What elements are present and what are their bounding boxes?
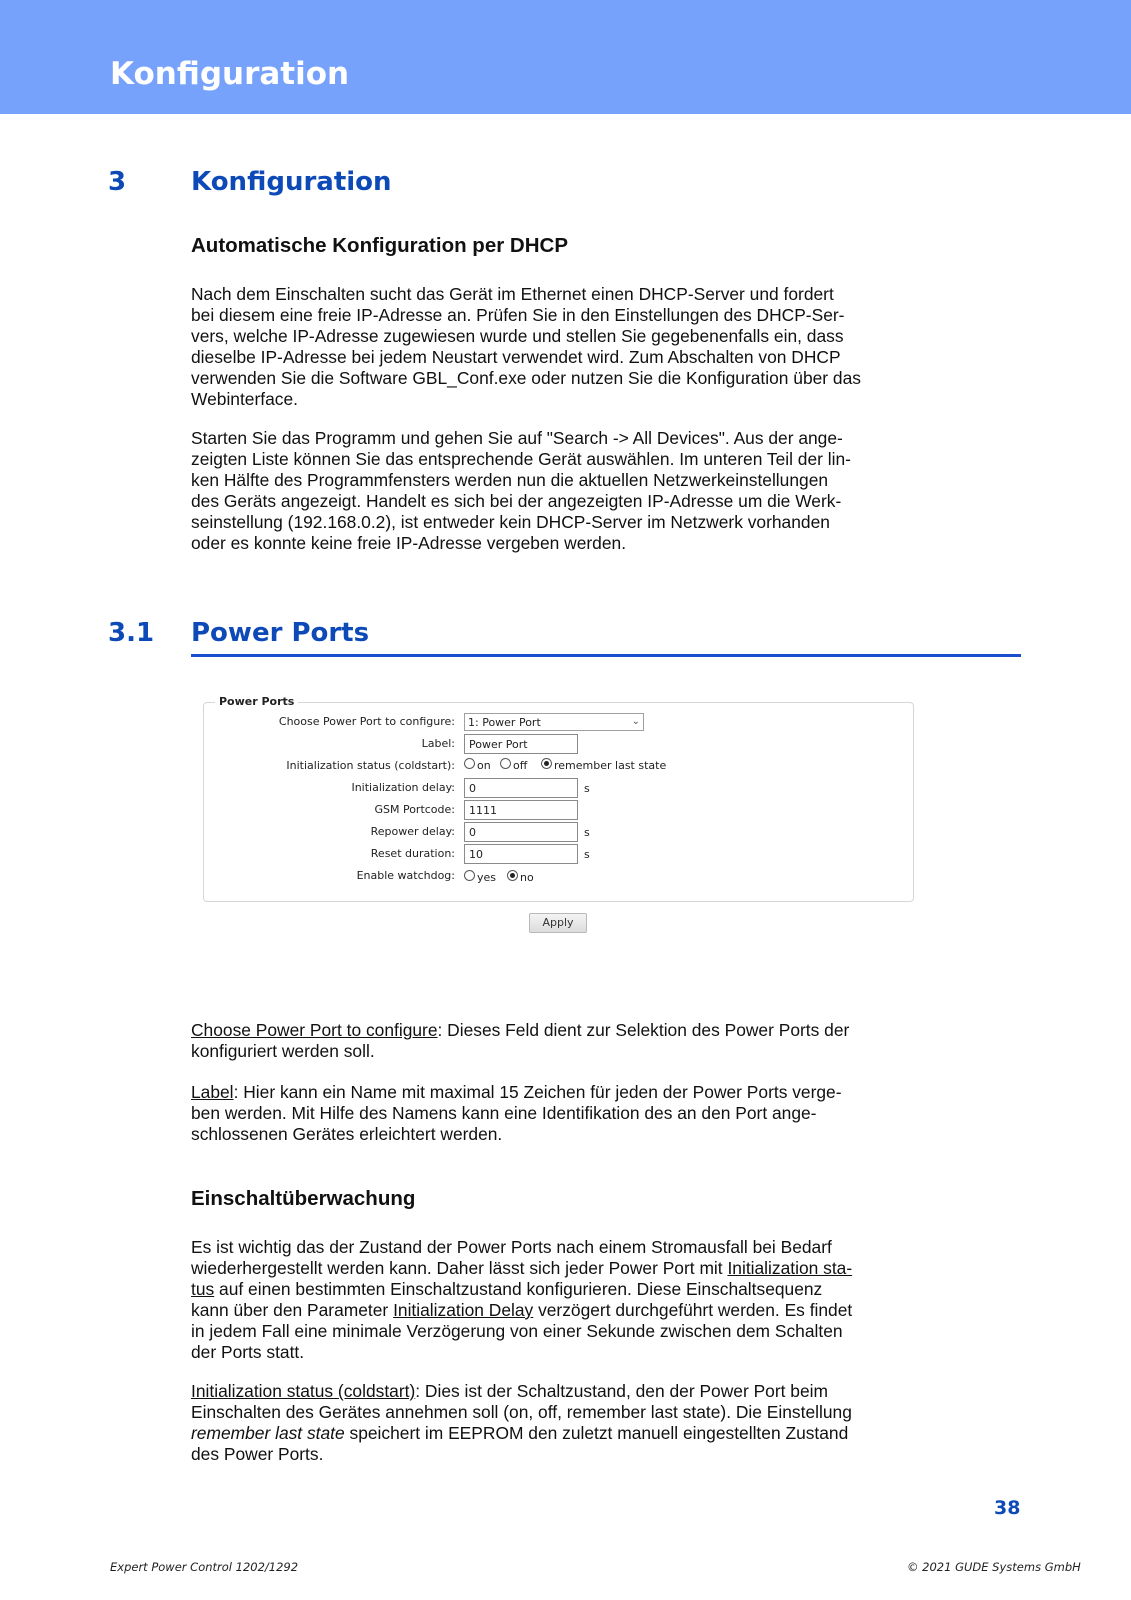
init-delay-label: Initialization delay: <box>351 781 455 794</box>
choose-port-label: Choose Power Port to configure: <box>278 715 455 728</box>
text-line: konfiguriert werden soll. <box>191 1041 375 1061</box>
text-line: Einschalten des Gerätes annehmen soll (on, off, remember last state). Die Einstellung <box>191 1402 852 1422</box>
init-status-off-label: off <box>513 759 528 772</box>
init-delay-row <box>204 779 913 799</box>
text-line: kann über den Parameter <box>191 1300 394 1320</box>
repower-label: Repower delay: <box>370 825 455 838</box>
text-line: : Dieses Feld dient zur Selektion des Power Ports der <box>437 1020 850 1040</box>
text-line: des Power Ports. <box>191 1444 324 1464</box>
einschalt-paragraph-2 <box>191 1381 931 1465</box>
chevron-down-icon: ⌄ <box>631 716 640 727</box>
einschalt-heading: Einschaltüberwachung <box>191 1187 416 1210</box>
gsm-input[interactable]: 1111 <box>464 800 578 820</box>
gsm-row <box>204 801 913 821</box>
init-status-remember-radio[interactable] <box>541 758 552 769</box>
text-line: wiederhergestellt werden kann. Daher lässt sich jeder Power Port mit <box>191 1258 728 1278</box>
label-row <box>204 735 913 755</box>
label-field-label: Label: <box>421 737 455 750</box>
text-line: : Dies ist der Schaltzustand, den der Power Port beim <box>415 1381 828 1401</box>
subsection-rule <box>191 654 1021 657</box>
init-status-on-label: on <box>477 759 491 772</box>
text-line: schlossenen Gerätes erleichtert werden. <box>191 1124 503 1144</box>
label-term: Label <box>191 1082 234 1102</box>
watchdog-yes-label: yes <box>477 871 497 884</box>
watchdog-label: Enable watchdog: <box>356 869 455 882</box>
reset-row <box>204 845 913 865</box>
init-delay-input[interactable]: 0 <box>464 778 578 798</box>
choose-port-value: 1: Power Port <box>468 716 541 729</box>
page-number: 38 <box>994 1497 1021 1519</box>
repower-input[interactable]: 0 <box>464 822 578 842</box>
footer-copyright: © 2021 GUDE Systems GmbH <box>907 1560 1081 1574</box>
text-line: Nach dem Einschalten sucht das Gerät im Ethernet einen DHCP-Server und fordert <box>191 284 834 304</box>
choose-port-select[interactable] <box>464 713 644 731</box>
text-line: der Ports statt. <box>191 1342 305 1362</box>
text-line: verwenden Sie die Software GBL_Conf.exe oder nutzen Sie die Konfiguration über das <box>191 368 861 388</box>
unit-seconds: s <box>584 826 590 839</box>
choose-port-row <box>204 713 913 733</box>
choose-term: Choose Power Port to configure <box>191 1020 438 1040</box>
dhcp-paragraph-2 <box>191 428 931 554</box>
dhcp-paragraph-1 <box>191 284 931 410</box>
watchdog-row <box>204 867 913 887</box>
subsection-number: 3.1 <box>108 618 155 648</box>
text-line: vers, welche IP-Adresse zugewiesen wurde und stellen Sie gegebenenfalls ein, dass <box>191 326 844 346</box>
watchdog-no-label: no <box>520 871 534 884</box>
footer-product: Expert Power Control 1202/1292 <box>110 1560 299 1574</box>
remember-state-term: remember last state <box>191 1423 345 1443</box>
init-status-label: Initialization status (coldstart): <box>286 759 455 772</box>
text-line: speichert im EEPROM den zuletzt manuell eingestellten Zustand <box>344 1423 849 1443</box>
label-description <box>191 1082 931 1145</box>
einschalt-paragraph-1 <box>191 1237 931 1363</box>
text-line: zeigten Liste können Sie das entsprechende Gerät auswählen. Im unteren Teil der lin- <box>191 449 851 469</box>
unit-seconds: s <box>584 782 590 795</box>
init-status-row <box>204 757 913 777</box>
init-coldstart-term: Initialization status (coldstart) <box>191 1381 416 1401</box>
init-status-term-cont: tus <box>191 1279 215 1299</box>
text-line: Starten Sie das Programm und gehen Sie auf "Search -> All Devices". Aus der ange- <box>191 428 843 448</box>
init-status-off-radio[interactable] <box>500 758 511 769</box>
text-line: ken Hälfte des Programmfensters werden nun die aktuellen Netzwerkeinstellungen <box>191 470 829 490</box>
text-line: bei diesem eine freie IP-Adresse an. Prüfen Sie in den Einstellungen des DHCP-Ser- <box>191 305 845 325</box>
header-title: Konfiguration <box>110 56 350 92</box>
choose-description <box>191 1020 931 1062</box>
gsm-label: GSM Portcode: <box>374 803 455 816</box>
text-line: des Geräts angezeigt. Handelt es sich bei der angezeigten IP-Adresse um die Werk- <box>191 491 842 511</box>
power-ports-fieldset <box>203 695 914 902</box>
init-delay-term: Initialization Delay <box>393 1300 534 1320</box>
init-status-remember-label: remember last state <box>554 759 667 772</box>
label-input[interactable]: Power Port <box>464 734 578 754</box>
text-line: Webinterface. <box>191 389 298 409</box>
text-line: dieselbe IP-Adresse bei jedem Neustart verwendet wird. Zum Abschalten von DHCP <box>191 347 841 367</box>
repower-row <box>204 823 913 843</box>
text-line: in jedem Fall eine minimale Verzögerung von einer Sekunde zwischen dem Schalten <box>191 1321 843 1341</box>
text-line: seinstellung (192.168.0.2), ist entweder kein DHCP-Server im Netzwerk vorhanden <box>191 512 830 532</box>
unit-seconds: s <box>584 848 590 861</box>
init-status-on-radio[interactable] <box>464 758 475 769</box>
watchdog-yes-radio[interactable] <box>464 870 475 881</box>
reset-input[interactable]: 10 <box>464 844 578 864</box>
text-line: Es ist wichtig das der Zustand der Power Ports nach einem Stromausfall bei Bedarf <box>191 1237 832 1257</box>
text-line: ben werden. Mit Hilfe des Namens kann eine Identifikation des an den Port ange- <box>191 1103 817 1123</box>
text-line: oder es konnte keine freie IP-Adresse vergeben werden. <box>191 533 627 553</box>
text-line: verzögert durchgeführt werden. Es findet <box>533 1300 853 1320</box>
apply-button[interactable]: Apply <box>529 913 587 933</box>
init-status-term: Initialization sta- <box>727 1258 853 1278</box>
text-line: auf einen bestimmten Einschaltzustand konfigurieren. Diese Einschaltsequenz <box>214 1279 823 1299</box>
dhcp-subheading: Automatische Konfiguration per DHCP <box>191 234 568 257</box>
reset-label: Reset duration: <box>370 847 455 860</box>
watchdog-no-radio[interactable] <box>507 870 518 881</box>
subsection-title: Power Ports <box>191 618 370 648</box>
section-title: Konfiguration <box>191 167 392 197</box>
fieldset-legend: Power Ports <box>215 695 298 708</box>
text-line: : Hier kann ein Name mit maximal 15 Zeichen für jeden der Power Ports verge- <box>233 1082 842 1102</box>
section-number: 3 <box>108 167 127 197</box>
